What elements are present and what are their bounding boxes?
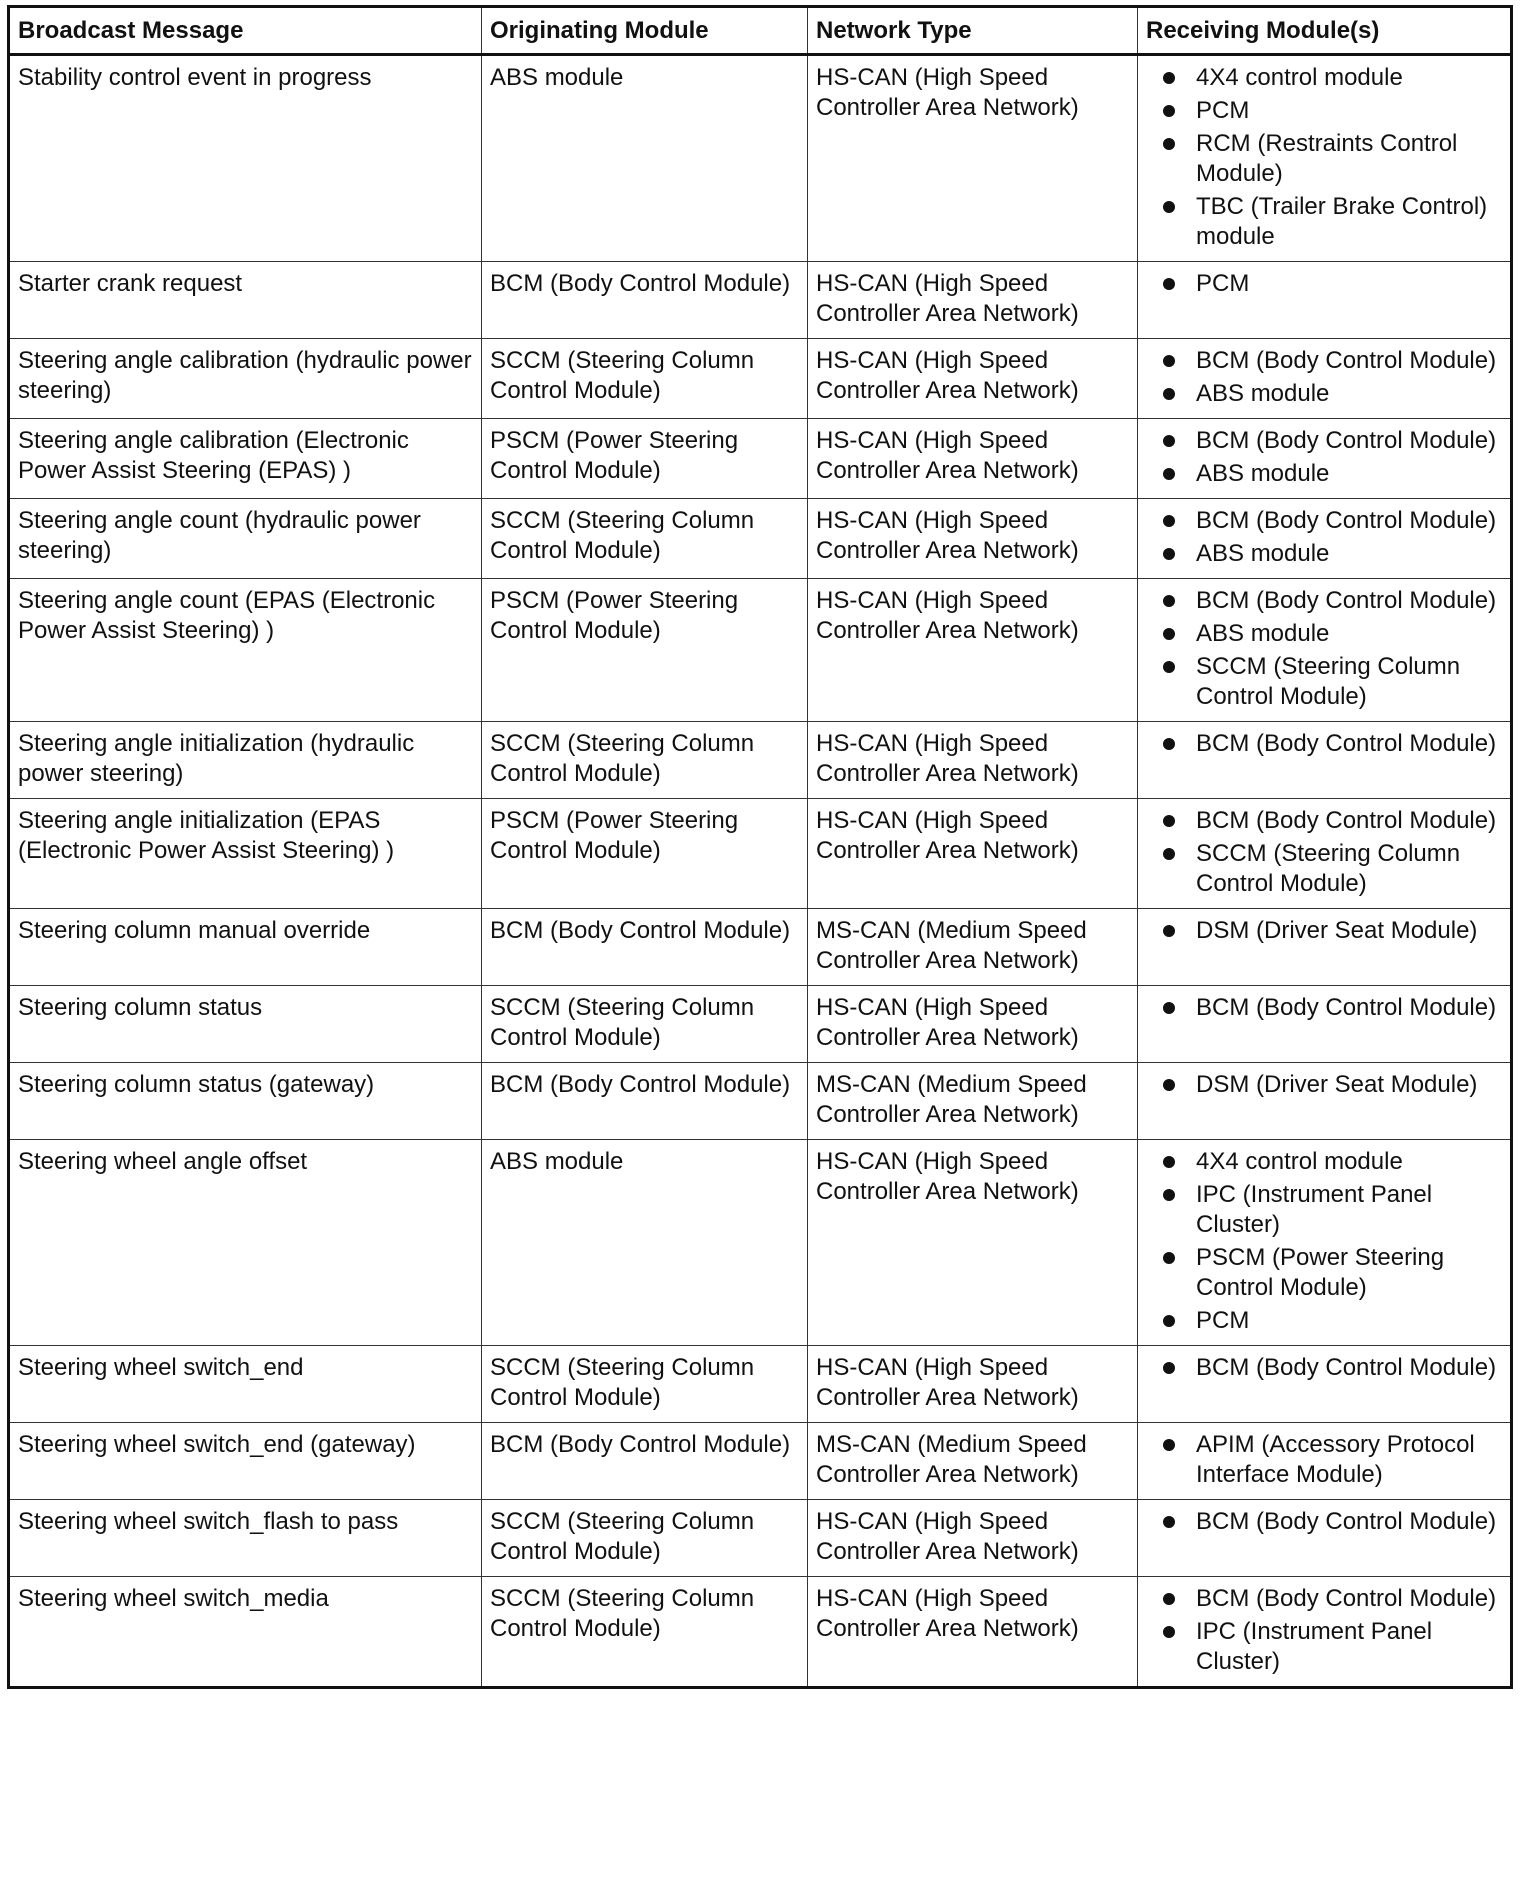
bullet-icon [1163,595,1175,607]
table-row [9,1577,1512,1688]
originating-module-cell: BCM (Body Control Module) [482,262,808,339]
receiving-modules-cell [1138,499,1512,579]
receiving-modules-cell [1138,799,1512,909]
broadcast-message-table [7,5,1513,1689]
receiving-modules-list [1161,1070,1506,1100]
receiving-modules-list [1161,1584,1506,1677]
bullet-icon [1163,848,1175,860]
receiving-modules-list [1161,729,1506,759]
bullet-icon [1163,1079,1175,1091]
receiving-module-label: 4X4 control module [1196,64,1403,91]
bullet-icon [1163,1593,1175,1605]
bullet-icon [1163,548,1175,560]
list-item [1161,1070,1506,1100]
list-item [1161,96,1506,126]
originating-module-cell: BCM (Body Control Module) [482,909,808,986]
bullet-icon [1163,1516,1175,1528]
broadcast-message-cell: Steering column status (gateway) [9,1063,482,1140]
receiving-modules-cell [1138,419,1512,499]
receiving-modules-list [1161,426,1506,489]
receiving-module-label: TBC (Trailer Brake Control) module [1196,193,1488,250]
receiving-modules-cell [1138,1423,1512,1500]
broadcast-message-cell: Steering angle calibration (hydraulic power steering) [9,339,482,419]
bullet-icon [1163,1626,1175,1638]
bullet-icon [1163,1189,1175,1201]
receiving-module-label: PCM [1196,1307,1250,1334]
broadcast-message-cell: Steering angle count (hydraulic power steering) [9,499,482,579]
table-row [9,1423,1512,1500]
network-type-cell: HS-CAN (High Speed Controller Area Network) [808,55,1138,262]
receiving-module-label: APIM (Accessory Protocol Interface Module) [1196,1431,1475,1488]
originating-module-cell: SCCM (Steering Column Control Module) [482,339,808,419]
bullet-icon [1163,1002,1175,1014]
list-item [1161,63,1506,93]
table-row [9,1500,1512,1577]
receiving-modules-list [1161,346,1506,409]
bullet-icon [1163,515,1175,527]
broadcast-message-cell: Steering wheel angle offset [9,1140,482,1346]
bullet-icon [1163,1315,1175,1327]
list-item [1161,652,1506,712]
receiving-modules-cell [1138,55,1512,262]
table-row [9,799,1512,909]
receiving-modules-list [1161,916,1506,946]
originating-module-cell: SCCM (Steering Column Control Module) [482,1346,808,1423]
broadcast-message-cell: Steering wheel switch_media [9,1577,482,1688]
originating-module-cell: SCCM (Steering Column Control Module) [482,986,808,1063]
originating-module-cell: PSCM (Power Steering Control Module) [482,799,808,909]
receiving-modules-list [1161,806,1506,899]
bullet-icon [1163,278,1175,290]
originating-module-cell: SCCM (Steering Column Control Module) [482,1577,808,1688]
originating-module-cell: BCM (Body Control Module) [482,1063,808,1140]
header-network-type: Network Type [808,7,1138,55]
list-item [1161,586,1506,616]
receiving-module-label: IPC (Instrument Panel Cluster) [1196,1181,1433,1238]
originating-module-cell: PSCM (Power Steering Control Module) [482,419,808,499]
originating-module-cell: SCCM (Steering Column Control Module) [482,722,808,799]
receiving-modules-cell [1138,339,1512,419]
bullet-icon [1163,628,1175,640]
receiving-modules-cell [1138,262,1512,339]
receiving-module-label: DSM (Driver Seat Module) [1196,1071,1478,1098]
receiving-modules-cell [1138,1063,1512,1140]
network-type-cell: HS-CAN (High Speed Controller Area Network) [808,339,1138,419]
receiving-modules-cell [1138,909,1512,986]
broadcast-message-cell: Steering angle calibration (Electronic Power Assist Steering (EPAS) ) [9,419,482,499]
receiving-module-label: PCM [1196,270,1250,297]
originating-module-cell: SCCM (Steering Column Control Module) [482,1500,808,1577]
originating-module-cell: PSCM (Power Steering Control Module) [482,579,808,722]
list-item [1161,1243,1506,1303]
receiving-module-label: BCM (Body Control Module) [1196,807,1497,834]
table-row [9,419,1512,499]
receiving-module-label: ABS module [1196,620,1330,647]
list-item [1161,729,1506,759]
bullet-icon [1163,1252,1175,1264]
receiving-modules-list [1161,993,1506,1023]
bullet-icon [1163,1156,1175,1168]
list-item [1161,1180,1506,1240]
receiving-module-label: ABS module [1196,380,1330,407]
list-item [1161,192,1506,252]
broadcast-message-cell: Steering angle initialization (hydraulic power steering) [9,722,482,799]
receiving-module-label: BCM (Body Control Module) [1196,1585,1497,1612]
receiving-modules-list [1161,1430,1506,1490]
bullet-icon [1163,738,1175,750]
list-item [1161,916,1506,946]
receiving-module-label: DSM (Driver Seat Module) [1196,917,1478,944]
network-type-cell: HS-CAN (High Speed Controller Area Network) [808,1500,1138,1577]
table-row [9,339,1512,419]
broadcast-message-cell: Steering angle initialization (EPAS (Electronic Power Assist Steering) ) [9,799,482,909]
bullet-icon [1163,388,1175,400]
network-type-cell: HS-CAN (High Speed Controller Area Network) [808,419,1138,499]
list-item [1161,806,1506,836]
table-row [9,499,1512,579]
receiving-module-label: PCM [1196,97,1250,124]
list-item [1161,1353,1506,1383]
table-body [9,55,1512,1688]
receiving-module-label: SCCM (Steering Column Control Module) [1196,653,1461,710]
bullet-icon [1163,355,1175,367]
receiving-modules-list [1161,1353,1506,1383]
originating-module-cell: SCCM (Steering Column Control Module) [482,499,808,579]
list-item [1161,1306,1506,1336]
list-item [1161,1507,1506,1537]
list-item [1161,1430,1506,1490]
broadcast-message-cell: Steering angle count (EPAS (Electronic Power Assist Steering) ) [9,579,482,722]
table-row [9,986,1512,1063]
receiving-modules-cell [1138,1346,1512,1423]
list-item [1161,993,1506,1023]
bullet-icon [1163,815,1175,827]
network-type-cell: HS-CAN (High Speed Controller Area Network) [808,579,1138,722]
broadcast-message-cell: Starter crank request [9,262,482,339]
network-type-cell: HS-CAN (High Speed Controller Area Network) [808,1140,1138,1346]
receiving-module-label: BCM (Body Control Module) [1196,427,1497,454]
bullet-icon [1163,1439,1175,1451]
bullet-icon [1163,468,1175,480]
originating-module-cell: ABS module [482,55,808,262]
header-broadcast-message: Broadcast Message [9,7,482,55]
table-row [9,909,1512,986]
network-type-cell: MS-CAN (Medium Speed Controller Area Network) [808,909,1138,986]
originating-module-cell: ABS module [482,1140,808,1346]
receiving-modules-cell [1138,1500,1512,1577]
receiving-modules-cell [1138,579,1512,722]
bullet-icon [1163,201,1175,213]
list-item [1161,506,1506,536]
receiving-modules-cell [1138,1577,1512,1688]
network-type-cell: HS-CAN (High Speed Controller Area Network) [808,986,1138,1063]
receiving-module-label: PSCM (Power Steering Control Module) [1196,1244,1445,1301]
bullet-icon [1163,105,1175,117]
table-header [9,7,1512,55]
list-item [1161,839,1506,899]
bullet-icon [1163,1362,1175,1374]
originating-module-cell: BCM (Body Control Module) [482,1423,808,1500]
broadcast-message-cell: Stability control event in progress [9,55,482,262]
list-item [1161,346,1506,376]
table-row [9,55,1512,262]
header-receiving-modules: Receiving Module(s) [1138,7,1512,55]
receiving-module-label: BCM (Body Control Module) [1196,1508,1497,1535]
receiving-modules-cell [1138,986,1512,1063]
network-type-cell: HS-CAN (High Speed Controller Area Network) [808,499,1138,579]
list-item [1161,1584,1506,1614]
table-row [9,1140,1512,1346]
header-row [9,7,1512,55]
receiving-modules-list [1161,586,1506,712]
broadcast-message-cell: Steering column status [9,986,482,1063]
network-type-cell: HS-CAN (High Speed Controller Area Network) [808,262,1138,339]
table-row [9,579,1512,722]
list-item [1161,619,1506,649]
list-item [1161,269,1506,299]
network-type-cell: MS-CAN (Medium Speed Controller Area Network) [808,1063,1138,1140]
bullet-icon [1163,661,1175,673]
receiving-module-label: 4X4 control module [1196,1148,1403,1175]
receiving-module-label: ABS module [1196,460,1330,487]
bullet-icon [1163,138,1175,150]
network-type-cell: HS-CAN (High Speed Controller Area Network) [808,799,1138,909]
table-row [9,262,1512,339]
receiving-modules-cell [1138,722,1512,799]
broadcast-message-cell: Steering column manual override [9,909,482,986]
receiving-module-label: RCM (Restraints Control Module) [1196,130,1458,187]
list-item [1161,1147,1506,1177]
network-type-cell: HS-CAN (High Speed Controller Area Network) [808,722,1138,799]
receiving-modules-list [1161,63,1506,252]
receiving-modules-list [1161,506,1506,569]
receiving-module-label: BCM (Body Control Module) [1196,730,1497,757]
broadcast-message-cell: Steering wheel switch_end [9,1346,482,1423]
document-page [7,5,1510,1689]
network-type-cell: HS-CAN (High Speed Controller Area Network) [808,1346,1138,1423]
receiving-modules-list [1161,1147,1506,1336]
list-item [1161,1617,1506,1677]
receiving-modules-list [1161,269,1506,299]
table-row [9,722,1512,799]
receiving-module-label: SCCM (Steering Column Control Module) [1196,840,1461,897]
broadcast-message-cell: Steering wheel switch_end (gateway) [9,1423,482,1500]
receiving-modules-list [1161,1507,1506,1537]
list-item [1161,539,1506,569]
broadcast-message-cell: Steering wheel switch_flash to pass [9,1500,482,1577]
receiving-modules-cell [1138,1140,1512,1346]
bullet-icon [1163,72,1175,84]
network-type-cell: MS-CAN (Medium Speed Controller Area Network) [808,1423,1138,1500]
list-item [1161,459,1506,489]
table-row [9,1346,1512,1423]
network-type-cell: HS-CAN (High Speed Controller Area Network) [808,1577,1138,1688]
receiving-module-label: BCM (Body Control Module) [1196,587,1497,614]
receiving-module-label: IPC (Instrument Panel Cluster) [1196,1618,1433,1675]
receiving-module-label: BCM (Body Control Module) [1196,347,1497,374]
bullet-icon [1163,435,1175,447]
receiving-module-label: BCM (Body Control Module) [1196,994,1497,1021]
list-item [1161,426,1506,456]
receiving-module-label: BCM (Body Control Module) [1196,1354,1497,1381]
list-item [1161,379,1506,409]
receiving-module-label: ABS module [1196,540,1330,567]
list-item [1161,129,1506,189]
receiving-module-label: BCM (Body Control Module) [1196,507,1497,534]
header-originating-module: Originating Module [482,7,808,55]
table-row [9,1063,1512,1140]
bullet-icon [1163,925,1175,937]
